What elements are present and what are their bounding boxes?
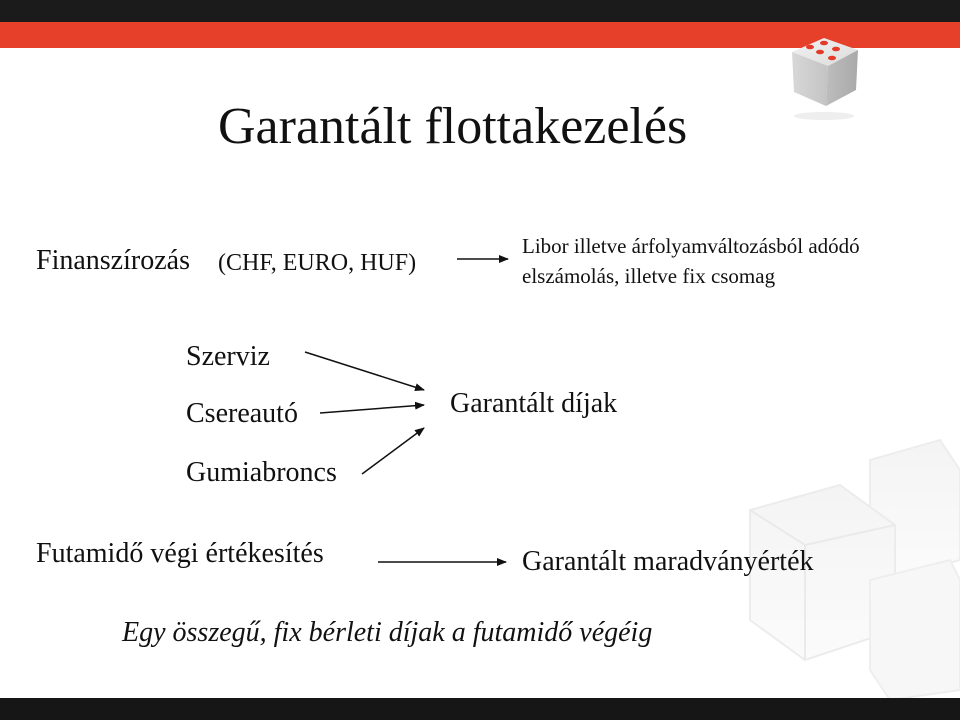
services-result: Garantált díjak [450, 388, 618, 419]
financing-label: Finanszírozás [36, 245, 190, 276]
service-item-gumiabroncs: Gumiabroncs [186, 457, 337, 488]
financing-result-line-2: elszámolás, illetve fix csomag [522, 264, 776, 288]
financing-currencies: (CHF, EURO, HUF) [218, 250, 417, 276]
financing-result-line-1: Libor illetve árfolyamváltozásból adódó [522, 234, 860, 258]
service-item-csereauto: Csereautó [186, 398, 298, 429]
csereauto-arrow-icon [320, 405, 424, 413]
page-title: Garantált flottakezelés [218, 98, 688, 155]
bottom-black-bar [0, 698, 960, 720]
end-of-term-label: Futamidő végi értékesítés [36, 538, 324, 569]
service-item-szerviz: Szerviz [186, 341, 270, 372]
gumiabroncs-arrow-icon [362, 428, 424, 474]
end-of-term-result: Garantált maradványérték [522, 546, 814, 577]
summary-line: Egy összegű, fix bérleti díjak a futamidő végéig [122, 617, 653, 648]
szerviz-arrow-icon [305, 352, 424, 390]
